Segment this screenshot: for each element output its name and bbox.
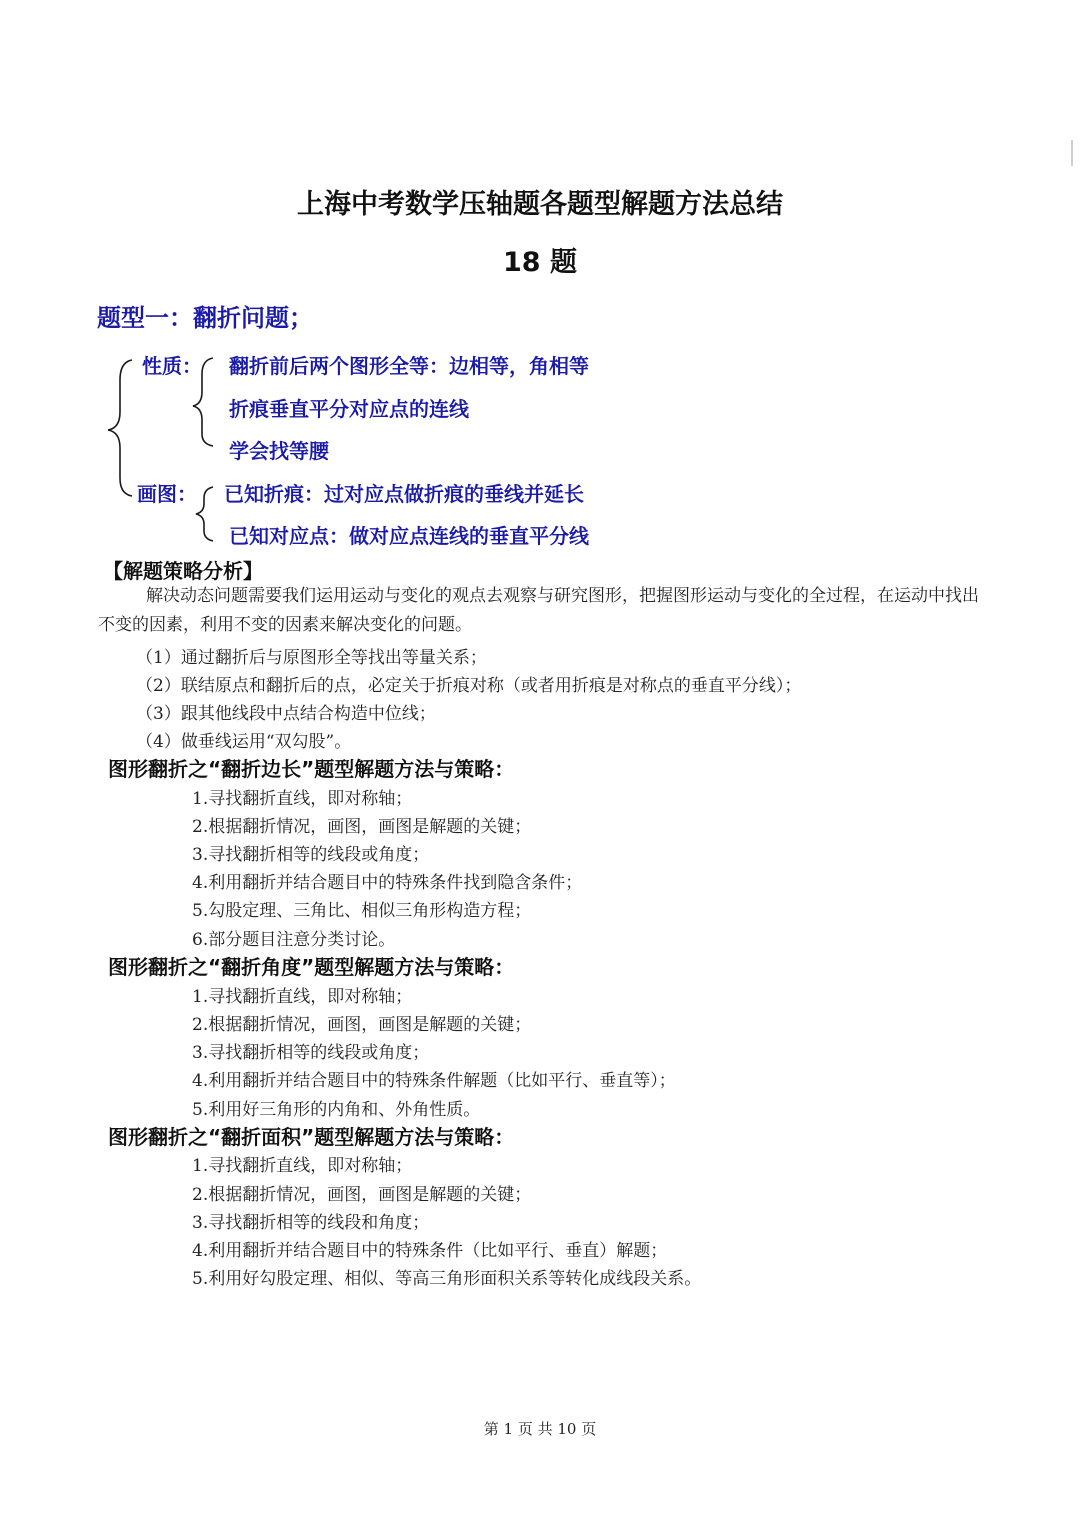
brace-diagram bbox=[0, 0, 1080, 560]
page-footer: 第 1 页 共 10 页 bbox=[483, 1420, 597, 1438]
properties-label: 性质： bbox=[142, 354, 202, 378]
section-item: 2.根据翻折情况，画图，画图是解题的关键； bbox=[192, 1015, 532, 1035]
section-heading: 图形翻折之“翻折角度”题型解题方法与策略： bbox=[108, 955, 515, 979]
section-item: 1.寻找翻折直线，即对称轴； bbox=[192, 987, 413, 1007]
drawing-label: 画图： bbox=[137, 482, 197, 506]
section-item: 6.部分题目注意分类讨论。 bbox=[192, 930, 396, 950]
section-item: 3.寻找翻折相等的线段或角度； bbox=[192, 845, 430, 865]
property-item: 折痕垂直平分对应点的连线 bbox=[229, 397, 469, 421]
analysis-paragraph bbox=[98, 582, 988, 640]
section-heading: 图形翻折之“翻折边长”题型解题方法与策略： bbox=[108, 757, 515, 781]
section-item: 4.利用翻折并结合题目中的特殊条件（比如平行、垂直）解题； bbox=[192, 1241, 668, 1261]
page-title: 上海中考数学压轴题各题型解题方法总结 bbox=[297, 189, 783, 220]
section-item: 5.勾股定理、三角比、相似三角形构造方程； bbox=[192, 901, 532, 921]
drawing-item: 已知折痕：过对应点做折痕的垂线并延长 bbox=[224, 482, 584, 506]
section-item: 3.寻找翻折相等的线段或角度； bbox=[192, 1043, 430, 1063]
property-item: 翻折前后两个图形全等：边相等，角相等 bbox=[229, 354, 589, 378]
property-item: 学会找等腰 bbox=[229, 439, 329, 463]
analysis-paragraph-text: 解决动态问题需要我们运用运动与变化的观点去观察与研究图形，把握图形运动与变化的全过程，在运动中找出不变的因素，利用不变的因素来解决变化的问题。 bbox=[98, 586, 979, 635]
section-item: 4.利用翻折并结合题目中的特殊条件找到隐含条件； bbox=[192, 873, 583, 893]
drawing-item: 已知对应点：做对应点连线的垂直平分线 bbox=[229, 524, 589, 548]
analysis-step: （1）通过翻折后与原图形全等找出等量关系； bbox=[136, 648, 487, 668]
section-item: 5.利用好三角形的内角和、外角性质。 bbox=[192, 1100, 481, 1120]
analysis-step: （4）做垂线运用“双勾股”。 bbox=[136, 732, 352, 752]
section-item: 3.寻找翻折相等的线段和角度； bbox=[192, 1213, 430, 1233]
analysis-heading: 【解题策略分析】 bbox=[103, 559, 263, 583]
drawing-brace bbox=[196, 487, 213, 541]
analysis-step: （2）联结原点和翻折后的点，必定关于折痕对称（或者用折痕是对称点的垂直平分线）； bbox=[136, 676, 802, 696]
page-subtitle: 18 题 bbox=[503, 247, 577, 278]
analysis-step: （3）跟其他线段中点结合构造中位线； bbox=[136, 704, 436, 724]
section-item: 5.利用好勾股定理、相似、等高三角形面积关系等转化成线段关系。 bbox=[192, 1269, 702, 1289]
section-item: 1.寻找翻折直线，即对称轴； bbox=[192, 1156, 413, 1176]
section-item: 2.根据翻折情况，画图，画图是解题的关键； bbox=[192, 817, 532, 837]
section-item: 1.寻找翻折直线，即对称轴； bbox=[192, 789, 413, 809]
section-heading: 图形翻折之“翻折面积”题型解题方法与策略： bbox=[108, 1125, 515, 1149]
type-heading: 题型一：翻折问题； bbox=[97, 304, 313, 332]
section-item: 4.利用翻折并结合题目中的特殊条件解题（比如平行、垂直等）； bbox=[192, 1071, 676, 1091]
outer-brace bbox=[108, 360, 132, 496]
section-item: 2.根据翻折情况，画图，画图是解题的关键； bbox=[192, 1185, 532, 1205]
